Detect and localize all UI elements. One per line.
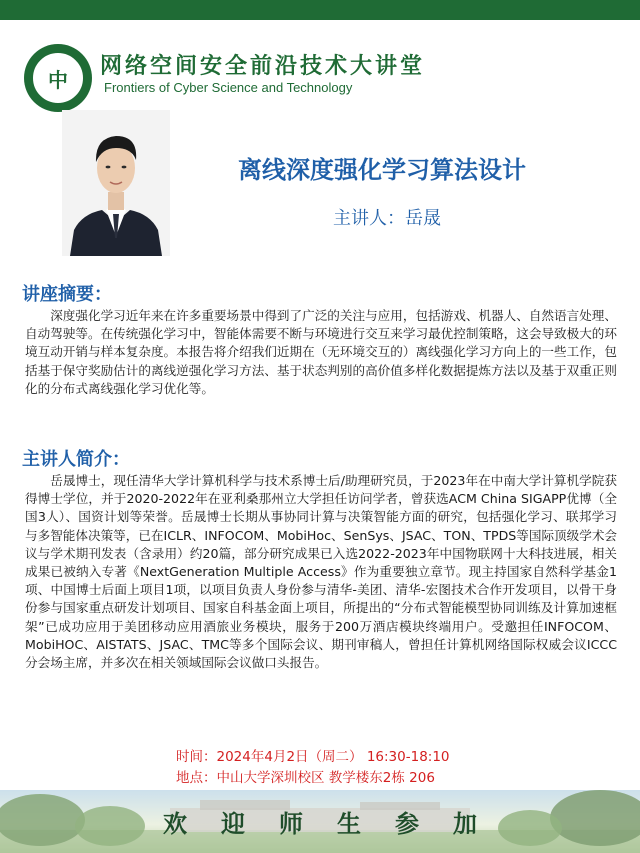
abstract-heading: 讲座摘要： [22, 284, 112, 305]
bio-body: 岳晟博士，现任清华大学计算机科学与技术系博士后/助理研究员，于2023年在中南大学计算机学院获得博士学位，并于2020-2022年在亚利桑那州立大学担任访问学者，曾获选ACM China SIGAPP优博（全国3人）、国资计划等荣誉。岳晟博士长期从事协同计算与决策智能方面的研究，包括强化学习、联邦学习与多智能体决策等，已在ICLR、INFOCOM、MobiHoc、SenSys、JSAC、TON、TPDS等国际顶级学术会议与学术期刊发表（含录用）约20篇，部分研究成果已入选2022-2023年中国物联网十大科技进展，相关成果已被纳入专著《NextGeneration Multiple Access》作为重要独立章节。现主持国家自然科学基金1项、中国博士后面上项目1项，以项目负责人身份参与清华-美团、清华-宏图技术合作开发项目，以骨干身份参与国家重点研发计划项目、国家自科基金面上项目，所提出的“分布式智能模型协同训练及计算加速框架”已成功应用于美团移动应用酒旅业务模块，服务于200万酒店模块终端用户。受邀担任INFOCOM、MobiHOC、AISTATS、JSAC、TMC等多个国际会议、期刊审稿人，曾担任计算机网络国际权威会议ICCC分会场主席，并多次在相关领域国际会议做口头报告。 [25, 473, 618, 671]
top-bar [0, 0, 640, 20]
event-time: 时间：2024年4月2日（周二） 16:30-18:10 [176, 749, 450, 765]
speaker-photo [62, 110, 170, 256]
speaker-portrait-icon [62, 110, 170, 256]
talk-title: 离线深度强化学习算法设计 [238, 156, 526, 184]
series-subtitle: Frontiers of Cyber Science and Technology [104, 80, 353, 95]
speaker-name: 主讲人：岳晟 [333, 208, 441, 229]
abstract-body: 深度强化学习近年来在许多重要场景中得到了广泛的关注与应用，包括游戏、机器人、自然语言处理、自动驾驶等。在传统强化学习中，智能体需要不断与环境进行交互来学习最优控制策略，这会导致极大的环境互动开销与样本复杂度。本报告将介绍我们近期在（无环境交互的）离线强化学习方向上的一些工作，包括基于保守奖励估计的离线逆强化学习方法、基于状态判别的高价值多样化数据提炼方法以及基于双重正则化的分布式离线强化学习优化等。 [25, 308, 617, 396]
welcome-text: 欢迎师生参加 [163, 809, 511, 838]
series-title: 网络空间安全前沿技术大讲堂 [100, 53, 426, 79]
bio-heading: 主讲人简介： [22, 449, 130, 470]
event-place: 地点：中山大学深圳校区 教学楼东2栋 206 [176, 770, 435, 786]
campus-banner [0, 790, 640, 853]
university-logo-icon: 中 [24, 44, 92, 112]
